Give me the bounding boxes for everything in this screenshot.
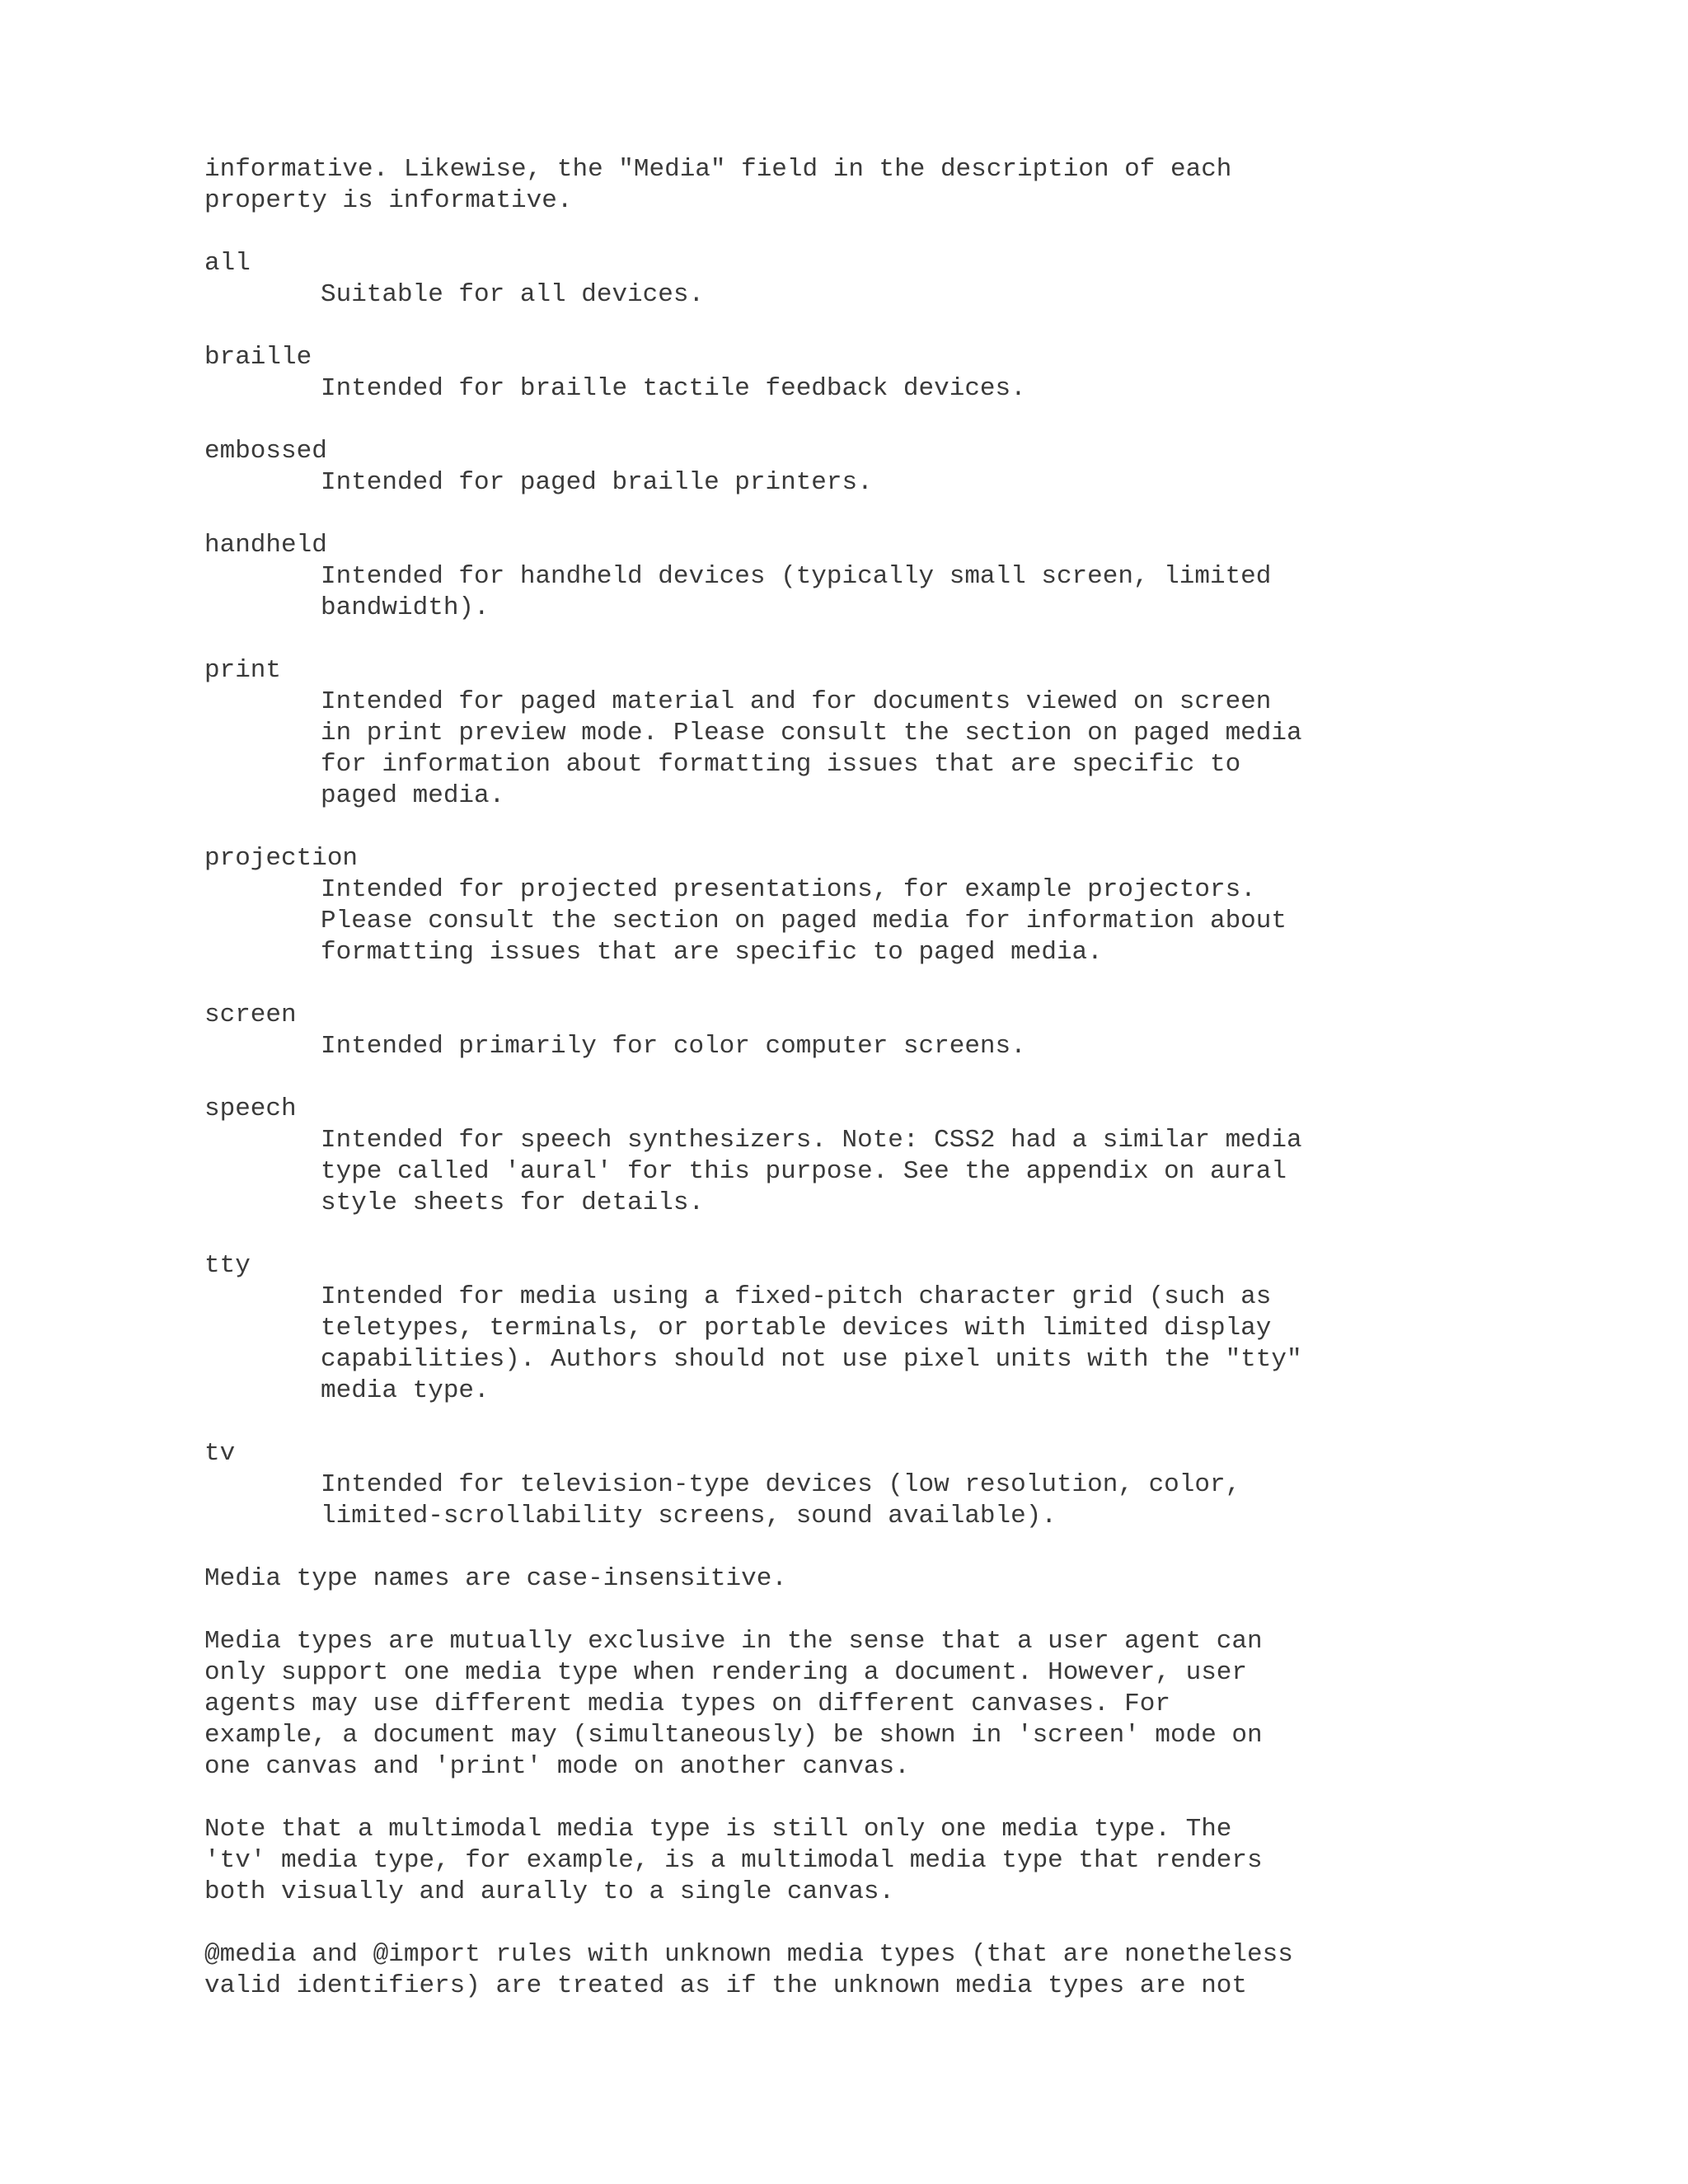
media-type-description-handheld: Intended for handheld devices (typically small screen, limited bandwidth). [321,562,1272,622]
media-type-description-tv: Intended for television-type devices (low resolution, color, limited-scrollability screens, sound available). [321,1470,1241,1530]
media-type-list [204,248,1606,1532]
case-note-paragraph: Media type names are case-insensitive. [204,1564,787,1593]
media-type-term-print: print [204,656,282,685]
multimodal-paragraph: Note that a multimodal media type is still only one media type. The 'tv' media type, for example, is a multimodal media type that renders both visually and aurally to a single canvas. [204,1815,1263,1906]
media-type-description-embossed: Intended for paged braille printers. [321,468,873,497]
media-type-term-embossed: embossed [204,437,327,466]
media-type-term-all: all [204,249,251,278]
media-type-description-print: Intended for paged material and for documents viewed on screen in print preview mode. Please consult the section on paged media for information about formatting issues that are specific to paged media. [321,687,1302,810]
media-type-term-braille: braille [204,343,312,372]
media-type-term-handheld: handheld [204,531,327,560]
intro-paragraph: informative. Likewise, the "Media" field in the description of each property is informative. [204,155,1232,215]
media-type-description-braille: Intended for braille tactile feedback devices. [321,374,1026,403]
media-type-description-speech: Intended for speech synthesizers. Note: CSS2 had a similar media type called 'aural' for this purpose. See the appendix on aural style sheets for details. [321,1126,1302,1217]
unknown-media-paragraph: @media and @import rules with unknown media types (that are nonetheless valid identifiers) are treated as if the unknown media types are not [204,1940,1293,2000]
document-page [204,154,1606,2033]
media-type-term-tty: tty [204,1251,251,1280]
media-type-term-screen: screen [204,1001,297,1029]
media-type-term-speech: speech [204,1094,297,1123]
media-type-description-projection: Intended for projected presentations, for example projectors. Please consult the section on paged media for information about formatting issues that are specific to paged media. [321,875,1287,967]
media-type-term-tv: tv [204,1439,236,1468]
media-type-description-tty: Intended for media using a fixed-pitch character grid (such as teletypes, terminals, or portable devices with limited display capabilities). Authors should not use pixel units with the "tty" media type. [321,1282,1302,1405]
media-type-term-projection: projection [204,844,359,873]
media-type-description-screen: Intended primarily for color computer screens. [321,1032,1026,1061]
media-type-description-all: Suitable for all devices. [321,280,705,309]
exclusive-paragraph: Media types are mutually exclusive in the sense that a user agent can only support one media type when rendering a document. However, user agents may use different media types on different canvases. For example, a document may (simultaneously) be shown in 'screen' mode on one canvas and 'print' mode on another canvas. [204,1627,1263,1781]
